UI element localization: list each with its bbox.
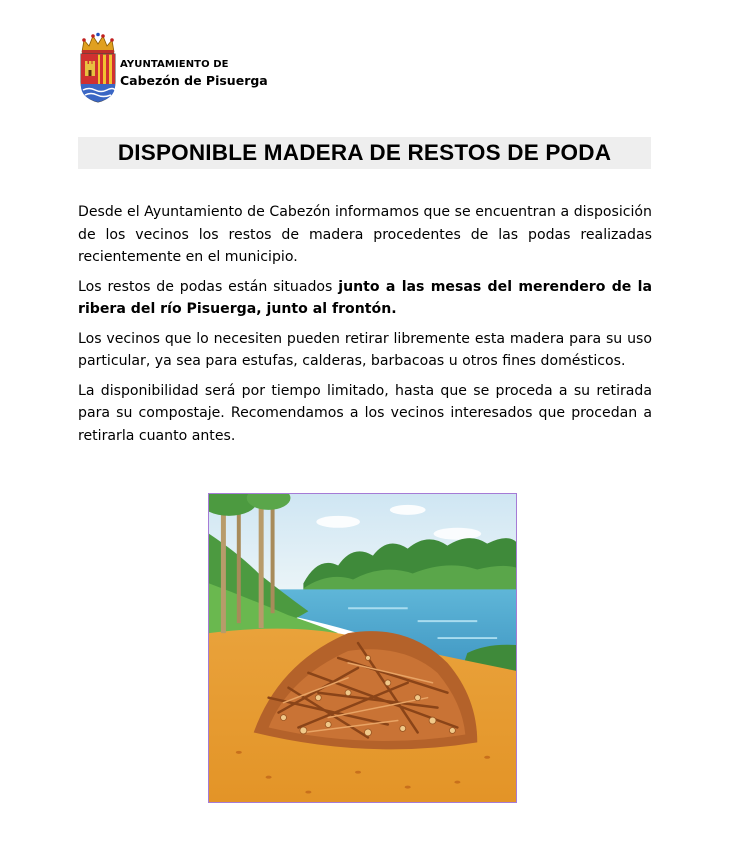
document-title: DISPONIBLE MADERA DE RESTOS DE PODA (117, 140, 612, 165)
wood-pile-riverbank-image (209, 494, 516, 802)
document-body (78, 201, 652, 454)
header (79, 32, 268, 104)
coat-of-arms-icon (79, 32, 117, 104)
paragraph-usage: Los vecinos que lo necesiten pueden retirar libremente esta madera para su uso particular, ya sea para estufas, calderas, barbacoas u otros fines domésticos. (78, 330, 652, 369)
organization-name-line1: AYUNTAMIENTO DE (120, 58, 229, 70)
paragraph-availability: La disponibilidad será por tiempo limitado, hasta que se proceda a su retirada para su compostaje. Recomendamos a los vecinos interesados que procedan a retirarla cuanto antes. (78, 382, 652, 444)
paragraph-location-text: Los restos de podas están situados (78, 278, 339, 295)
title-banner (78, 137, 651, 169)
organization-name (120, 58, 268, 89)
illustration-wood-pile (208, 493, 517, 803)
paragraph-intro: Desde el Ayuntamiento de Cabezón informamos que se encuentran a disposición de los vecinos los restos de madera procedentes de las podas realizadas recientemente en el municipio. (78, 204, 652, 265)
paragraph-location-highlight: junto a las mesas del merendero de la ribera del río Pisuerga, junto al frontón. (78, 278, 652, 317)
paragraph-location (78, 276, 652, 321)
organization-name-line2: Cabezón de Pisuerga (120, 72, 268, 88)
